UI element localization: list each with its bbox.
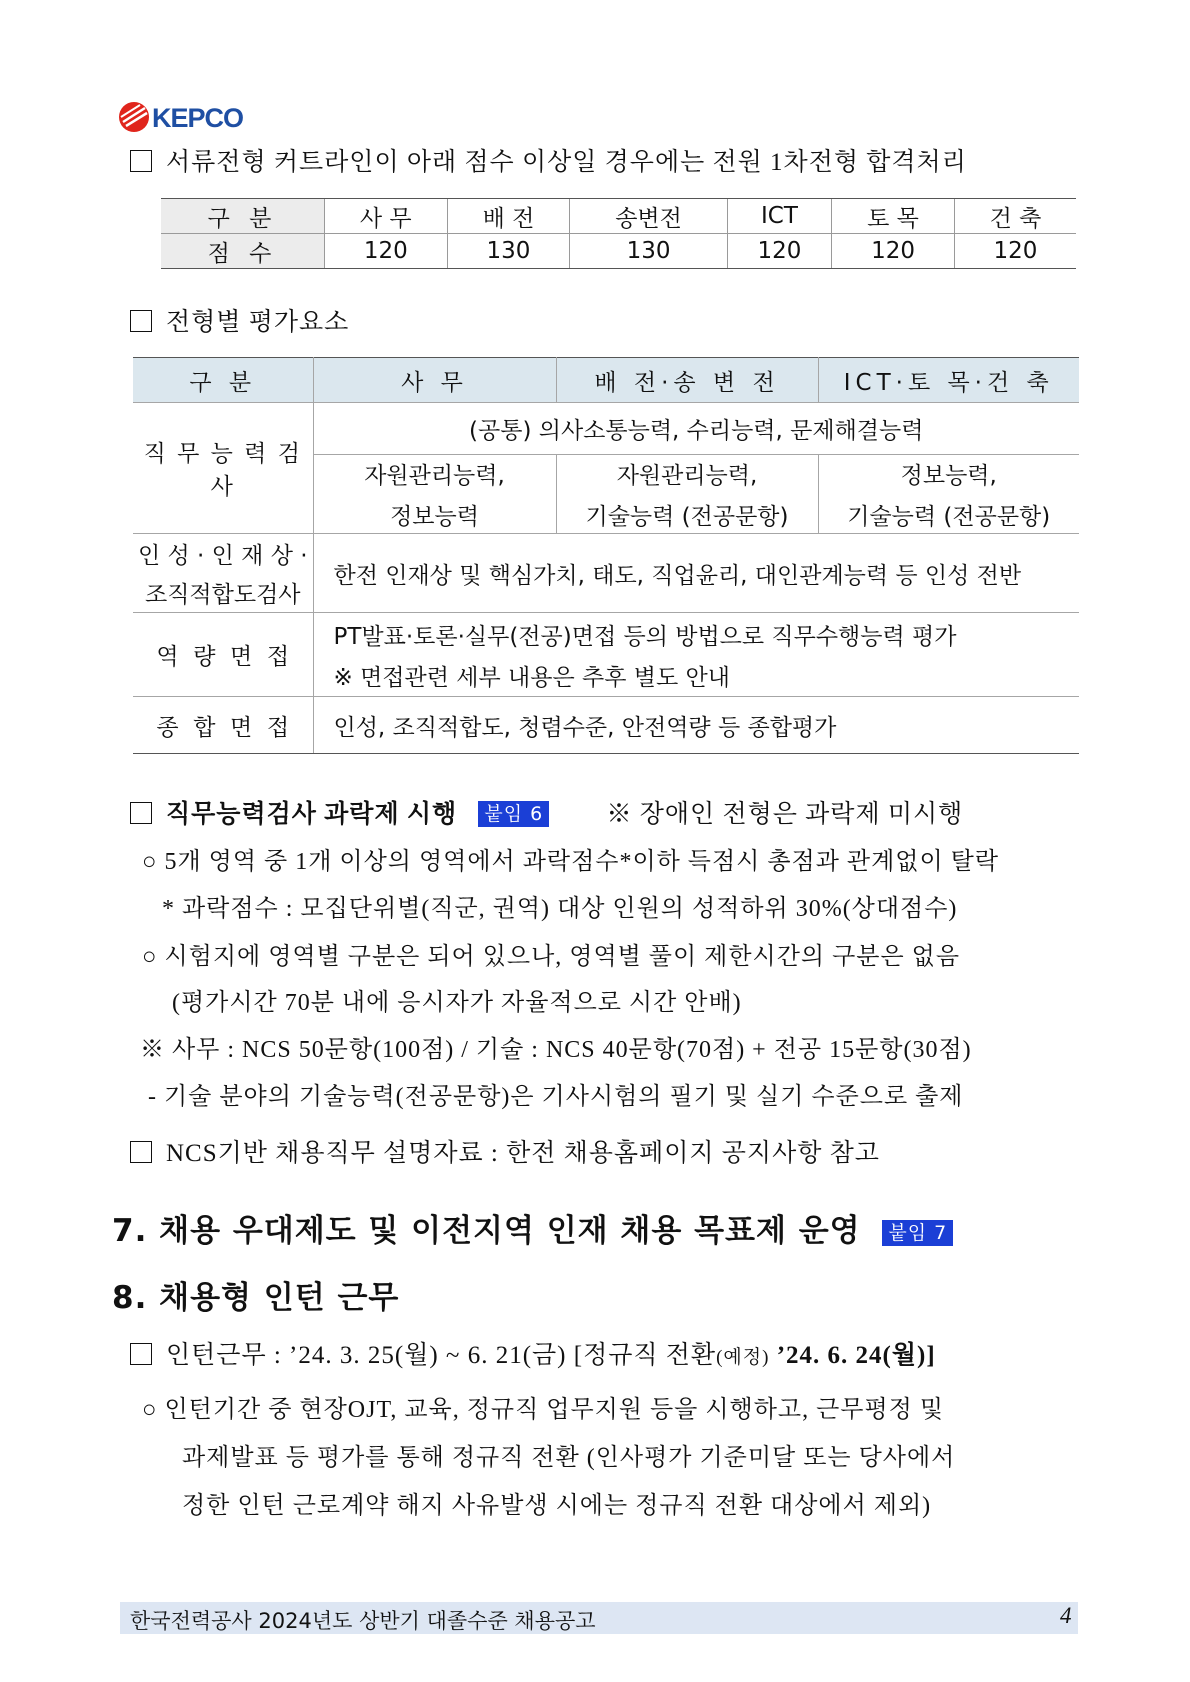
cell-line: 인 성 · 인 재 상 · (137, 543, 308, 569)
table-header: 구 분 (133, 358, 313, 403)
logo-text: KEPCO (152, 103, 244, 133)
intern-paragraph: 정한 인턴 근로계약 해지 사유발생 시에는 정규직 전환 대상에서 제외) (182, 1493, 932, 1519)
table-cell: 130 (447, 234, 570, 269)
table-row (161, 234, 1076, 269)
table-cell: 120 (727, 234, 831, 269)
table-cell: 120 (832, 234, 955, 269)
cutoff-line: - 기술 분야의 기술능력(전공문항)은 기사시험의 필기 및 실기 수준으로 출제 (148, 1084, 964, 1110)
table-row (133, 534, 1079, 613)
table-cell: 토 목 (832, 199, 955, 234)
footer-title: 한국전력공사 2024년도 상반기 대졸수준 채용공고 (130, 1609, 596, 1633)
evaluation-title: 전형별 평가요소 (166, 309, 350, 336)
table-header: 배 전·송 변 전 (556, 358, 818, 403)
table-cell (818, 455, 1079, 534)
section-7-title: 7. 채용 우대제도 및 이전지역 인재 채용 목표제 운영 (112, 1213, 861, 1249)
table-cell: 130 (570, 234, 727, 269)
section-ncs (130, 1133, 880, 1169)
table-header: 사 무 (313, 358, 556, 403)
table-row (133, 613, 1079, 697)
cell-line: 기술능력 (전공문항) (847, 504, 1051, 530)
intern-text: (예정) (716, 1347, 770, 1368)
intern-paragraph: ○ 인턴기간 중 현장OJT, 교육, 정규직 업무지원 등을 시행하고, 근무평정 및 (142, 1397, 945, 1423)
table-cell (313, 455, 556, 534)
section-cutline (130, 142, 967, 178)
table-row (133, 403, 1079, 455)
cell-line: 조직적합도검사 (144, 582, 301, 608)
cell-line: 자원관리능력, (364, 463, 505, 489)
cutoff-line: * 과락점수 : 모집단위별(직군, 권역) 대상 인원의 성적하위 30%(상대점수) (162, 896, 958, 922)
cutline-table (161, 198, 1076, 269)
checkbox-icon (130, 1141, 152, 1163)
table-cell: 송변전 (570, 199, 727, 234)
cutoff-line: (평가시간 70분 내에 응시자가 자율적으로 시간 안배) (172, 990, 742, 1016)
table-cell: (공통) 의사소통능력, 수리능력, 문제해결능력 (313, 403, 1079, 455)
intern-paragraph: 과제발표 등 평가를 통해 정규직 전환 (인사평가 기준미달 또는 당사에서 (182, 1445, 956, 1471)
cutoff-title: 직무능력검사 과락제 시행 (166, 801, 458, 828)
cell-line: 기술능력 (전공문항) (585, 504, 789, 530)
section-8-heading: 8. 채용형 인턴 근무 (112, 1280, 400, 1316)
cell-line: PT발표·토론·실무(전공)면접 등의 방법으로 직무수행능력 평가 (333, 623, 957, 650)
kepco-logo (118, 100, 268, 134)
table-cell: 종 합 면 접 (133, 697, 313, 754)
table-header: ICT·토 목·건 축 (818, 358, 1079, 403)
checkbox-icon (130, 1343, 152, 1365)
intern-period (130, 1335, 936, 1371)
attachment-badge: 붙임 6 (478, 801, 549, 827)
checkbox-icon (130, 310, 152, 332)
cutline-title: 서류전형 커트라인이 아래 점수 이상일 경우에는 전원 1차전형 합격처리 (166, 149, 967, 176)
table-cell: 120 (954, 234, 1076, 269)
table-cell: ICT (727, 199, 831, 234)
cutoff-line: ○ 5개 영역 중 1개 이상의 영역에서 과락점수*이하 득점시 총점과 관계없이 탈락 (142, 849, 1000, 875)
page-number: 4 (1060, 1603, 1072, 1628)
table-cell: 직 무 능 력 검 사 (133, 403, 313, 534)
section-7-heading (112, 1205, 953, 1250)
cell-line: 자원관리능력, (616, 463, 758, 489)
cutoff-note: ※ 장애인 전형은 과락제 미시행 (606, 801, 964, 828)
table-cell: 한전 인재상 및 핵심가치, 태도, 직업윤리, 대인관계능력 등 인성 전반 (313, 534, 1079, 613)
table-cell: 점 수 (161, 234, 324, 269)
attachment-badge: 붙임 7 (882, 1220, 953, 1246)
ncs-title: NCS기반 채용직무 설명자료 : 한전 채용홈페이지 공지사항 참고 (166, 1140, 880, 1167)
cutoff-line: ※ 사무 : NCS 50문항(100점) / 기술 : NCS 40문항(70점) + 전공 15문항(30점) (140, 1037, 972, 1063)
table-cell: 건 축 (954, 199, 1076, 234)
checkbox-icon (130, 150, 152, 172)
table-cell: 배 전 (447, 199, 570, 234)
table-cell: 구 분 (161, 199, 324, 234)
cell-line: ※ 면접관련 세부 내용은 추후 별도 안내 (333, 664, 730, 691)
cutoff-line: ○ 시험지에 영역별 구분은 되어 있으나, 영역별 풀이 제한시간의 구분은 없음 (142, 944, 961, 970)
table-cell: 역 량 면 접 (133, 613, 313, 697)
table-cell: 120 (324, 234, 447, 269)
intern-text: ’24. 6. 24(월)] (769, 1342, 936, 1369)
table-cell: 인성, 조직적합도, 청렴수준, 안전역량 등 종합평가 (313, 697, 1079, 754)
table-cell (556, 455, 818, 534)
section-cutoff (130, 794, 963, 830)
section-evaluation (130, 302, 349, 338)
table-row (161, 199, 1076, 234)
intern-text: 인턴근무 : ’24. 3. 25(월) ~ 6. 21(금) [정규직 전환 (166, 1342, 717, 1369)
table-cell (133, 534, 313, 613)
table-cell (313, 613, 1079, 697)
table-row (133, 697, 1079, 754)
table-cell: 사 무 (324, 199, 447, 234)
cell-line: 정보능력, (900, 463, 997, 489)
cell-line: 정보능력 (390, 504, 479, 530)
table-row (133, 358, 1079, 403)
checkbox-icon (130, 802, 152, 824)
evaluation-table (133, 357, 1079, 754)
